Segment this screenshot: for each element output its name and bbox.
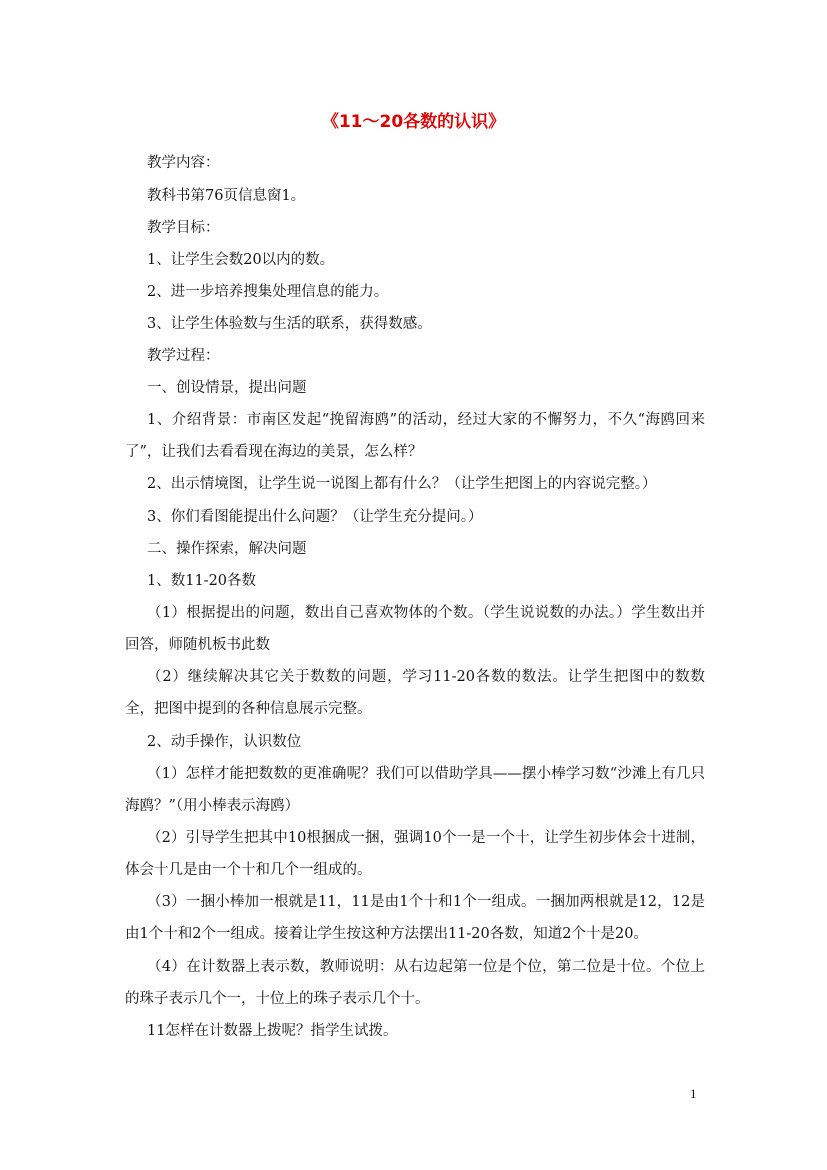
paragraph: 3、你们看图能提出什么问题？（让学生充分提问。） [147, 509, 483, 525]
paragraph: （4）在计数器上表示数，教师说明：从右边起第一位是个位，第二位是十位。个位上的珠子表示几个一，十位上的珠子表示几个十。 [125, 959, 705, 1007]
paragraph: （2）引导学生把其中10根捆成一捆，强调10个一是一个十，让学生初步体会十进制，体会十几是由一个十和几个一组成的。 [125, 830, 705, 878]
paragraph: （1）根据提出的问题，数出自己喜欢物体的个数。（学生说说数的办法。）学生数出并回答，师随机板书此数 [125, 605, 705, 653]
page-number: 1 [690, 1086, 697, 1101]
paragraph: （1）怎样才能把数数的更准确呢？我们可以借助学具——摆小棒学习数“沙滩上有几只海鸥？”（用小棒表示海鸥） [125, 766, 705, 814]
paragraph: 教科书第76页信息窗1。 [147, 188, 306, 204]
paragraph: （2）继续解决其它关于数数的问题，学习11-20各数的数法。让学生把图中的数数全，把图中提到的各种信息展示完整。 [125, 669, 705, 717]
paragraph: 2、进一步培养搜集处理信息的能力。 [147, 284, 389, 300]
paragraph: 教学目标： [147, 220, 220, 236]
paragraph: 二、操作探索，解决问题 [147, 541, 307, 557]
paragraph: 一、创设情景，提出问题 [147, 380, 307, 396]
paragraph: 3、让学生体验数与生活的联系，获得数感。 [147, 316, 432, 332]
paragraph: 2、动手操作，认识数位 [147, 734, 302, 750]
paragraph: （3）一捆小棒加一根就是11，11是由1个十和1个一组成。一捆加两根就是12，12是由1个十和2个一组成。接着让学生按这种方法摆出11-20各数，知道2个十是20。 [125, 894, 705, 942]
paragraph: 教学过程： [147, 348, 220, 364]
paragraph: 1、数11-20各数 [147, 573, 257, 589]
paragraph: 2、出示情境图，让学生说一说图上都有什么？（让学生把图上的内容说完整。） [147, 476, 657, 492]
paragraph: 教学内容： [147, 155, 220, 171]
paragraph: 1、介绍背景：市南区发起“挽留海鸥”的活动，经过大家的不懈努力，不久“海鸥回来了”，让我们去看看现在海边的美景，怎么样？ [125, 412, 705, 460]
paragraph: 1、让学生会数20以内的数。 [147, 252, 335, 268]
paragraph: 11怎样在计数器上拨呢？指学生试拨。 [147, 1023, 398, 1039]
document-title: 《11～20各数的认识》 [321, 112, 506, 132]
